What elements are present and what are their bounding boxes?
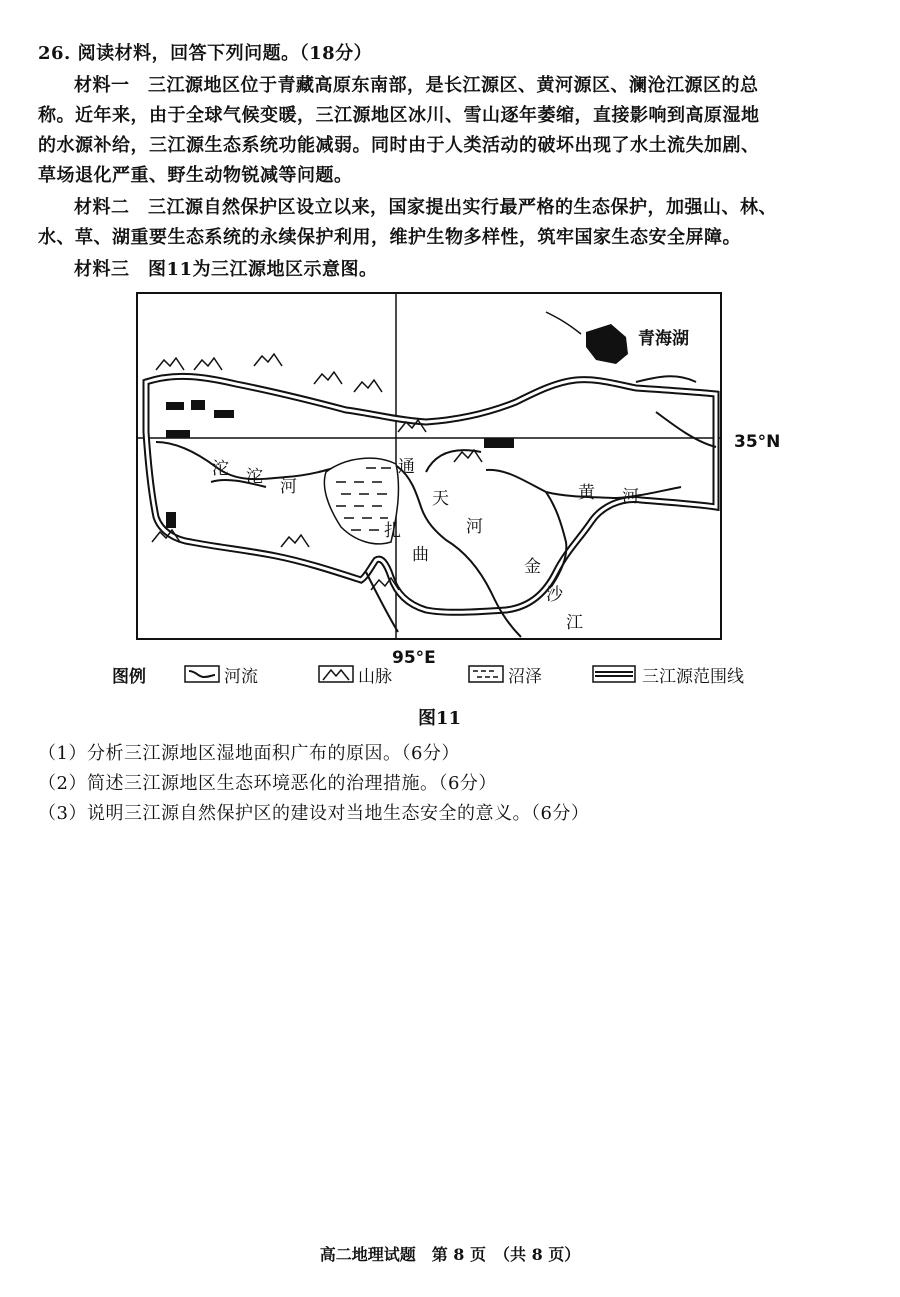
sub-question-1: （1）分析三江源地区湿地面积广布的原因。（6分）	[38, 743, 460, 764]
river-label: 河	[622, 487, 639, 507]
lake-shape	[214, 410, 234, 418]
river-label: 沙	[546, 585, 563, 605]
lake-shape	[166, 430, 190, 438]
river-label: 江	[566, 613, 583, 633]
mountain-icon	[318, 665, 354, 683]
river-label: 河	[280, 477, 297, 497]
material2-line: 水、草、湖重要生态系统的永续保护利用，维护生物多样性，筑牢国家生态安全屏障。	[38, 227, 741, 248]
river-label: 扎	[384, 521, 401, 541]
legend-label: 三江源范围线	[642, 666, 744, 687]
legend-label: 山脉	[358, 666, 392, 687]
river-icon	[184, 665, 220, 683]
legend-item-river	[184, 662, 258, 686]
page-footer: 高二地理试题 第 8 页 （共 8 页）	[319, 1245, 581, 1264]
legend-item-mountain	[318, 662, 392, 686]
material1-line: 草场退化严重、野生动物锐减等问题。	[38, 165, 353, 186]
longitude-label: 95°E	[392, 648, 436, 668]
lake-shape	[166, 402, 184, 410]
river-label: 天	[432, 489, 449, 509]
material3-line: 材料三 图11为三江源地区示意图。	[74, 259, 378, 280]
legend-label: 沼泽	[508, 666, 542, 687]
figure-caption: 图11	[418, 708, 462, 729]
question-header: 26. 阅读材料，回答下列问题。（18分）	[38, 43, 373, 64]
sub-question-3: （3）说明三江源自然保护区的建设对当地生态安全的意义。（6分）	[38, 803, 590, 824]
river-label: 曲	[412, 545, 429, 565]
river-label: 沱	[212, 459, 229, 479]
material1-line: 的水源补给，三江源生态系统功能减弱。同时由于人类活动的破坏出现了水土流失加剧、	[38, 135, 760, 156]
river-label: 金	[524, 557, 541, 577]
material2-line: 材料二 三江源自然保护区设立以来，国家提出实行最严格的生态保护，加强山、林、	[74, 197, 777, 218]
legend-item-boundary	[592, 662, 744, 686]
material1-line: 材料一 三江源地区位于青藏高原东南部，是长江源区、黄河源区、澜沧江源区的总	[74, 75, 759, 96]
river-label: 通	[398, 457, 415, 477]
lake-shape	[191, 400, 205, 410]
swamp-icon	[468, 665, 504, 683]
river-label: 黄	[578, 483, 595, 503]
lake-shape	[166, 512, 176, 528]
material1-line: 称。近年来，由于全球气候变暖，三江源地区冰川、雪山逐年萎缩，直接影响到高原湿地	[38, 105, 760, 126]
qinghai-lake-label: 青海湖	[638, 329, 689, 349]
sub-question-2: （2）简述三江源地区生态环境恶化的治理措施。（6分）	[38, 773, 497, 794]
legend-title: 图例	[112, 666, 146, 687]
legend-item-swamp	[468, 662, 542, 686]
river-label: 沱	[246, 467, 263, 487]
latitude-label: 35°N	[734, 432, 781, 452]
legend-label: 河流	[224, 666, 258, 687]
boundary-icon	[592, 665, 636, 683]
river-label: 河	[466, 517, 483, 537]
lake-shape	[484, 438, 514, 448]
